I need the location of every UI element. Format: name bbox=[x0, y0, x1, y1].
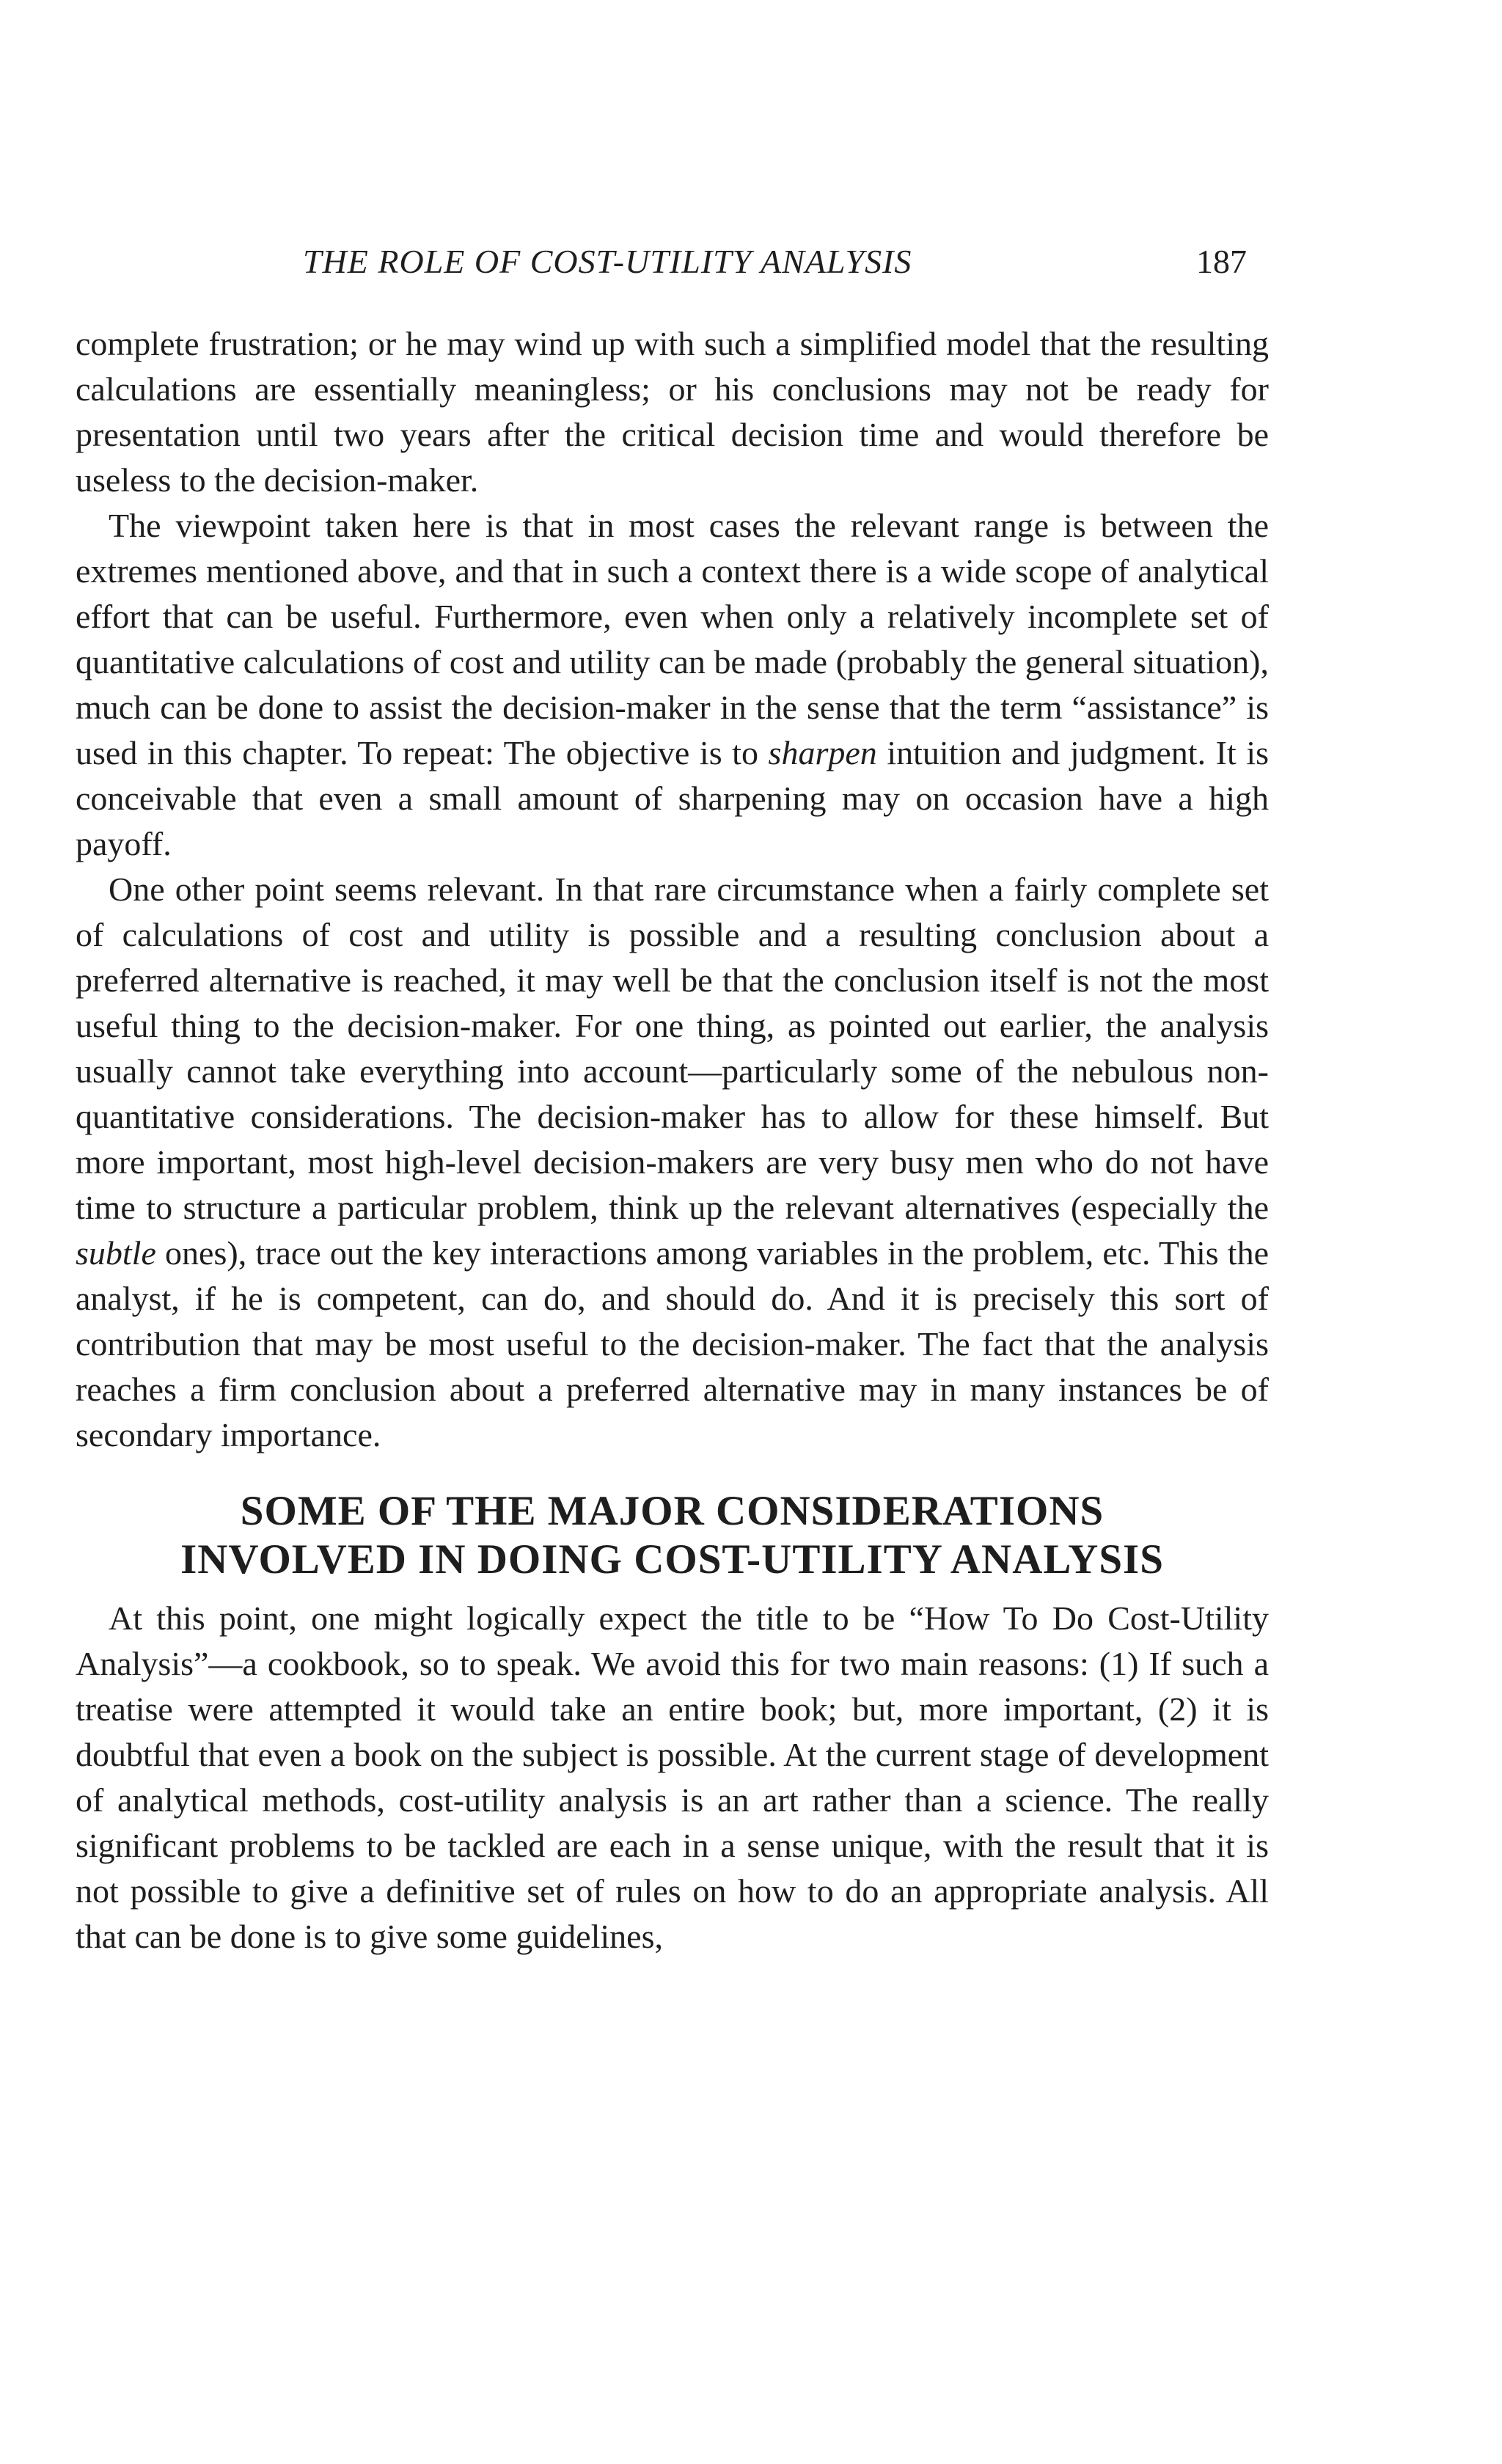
paragraph-1: complete frustration; or he may wind up with such a simplified model that the resulting calculations are essentially meaningless; or his conclusions may not be ready for presentation until two years after the critical decision time and would therefore be useless to the decision-maker. bbox=[76, 325, 1269, 499]
paragraph-3-emphasis: subtle bbox=[76, 1234, 156, 1272]
section-heading-line-2: INVOLVED IN DOING COST-UTILITY ANALYSIS bbox=[180, 1536, 1164, 1583]
book-page bbox=[76, 242, 1269, 1959]
running-title: THE ROLE OF COST-UTILITY ANALYSIS bbox=[303, 243, 912, 280]
paragraph-2 bbox=[76, 503, 1269, 867]
section-heading bbox=[76, 1487, 1269, 1584]
paragraph-4: At this point, one might logically expect the title to be “How To Do Cost-Utility Analysis”—a cookbook, so to speak. We avoid this for two main reasons: (1) If such a treatise were attempted it would take an entire book; but, more important, (2) it is doubtful that even a book on the subject is possible. At the current stage of development of analytical methods, cost-utility analysis is an art rather than a science. The really significant problems to be tackled are each in a sense unique, with the result that it is not possible to give a definitive set of rules on how to do an appropriate analysis. All that can be done is to give some guidelines, bbox=[76, 1599, 1269, 1955]
page-number: 187 bbox=[1196, 243, 1247, 280]
paragraph-3 bbox=[76, 867, 1269, 1458]
section-heading-line-1: SOME OF THE MAJOR CONSIDERATIONS bbox=[240, 1488, 1104, 1534]
running-head bbox=[76, 242, 1269, 301]
paragraph-2-emphasis: sharpen bbox=[768, 734, 877, 771]
paragraph-2-text-a: The viewpoint taken here is that in most cases the relevant range is between the extremes mentioned above, and that in such a context there is a wide scope of analytical effort that can be useful. Furthermore, even when only a relatively incomplete set of quantitative calculations of cost and utility can be made (probably the general situation), much can be done to assist the decision-maker in the sense that the term “assistance” is used in this chapter. To repeat: The objective is to bbox=[76, 507, 1269, 771]
paragraph-3-text-b: ones), trace out the key interactions among variables in the problem, etc. This the analyst, if he is competent, can do, and should do. And it is precisely this sort of contribution that may be most useful to the decision-maker. The fact that the analysis reaches a firm conclusion about a preferred alternative may in many instances be of secondary importance. bbox=[76, 1234, 1269, 1453]
paragraph-2-text-b: intuition and judgment. It is conceivable that even a small amount of sharpening may on occasion have a high payoff. bbox=[76, 734, 1270, 862]
paragraph-3-text-a: One other point seems relevant. In that rare circumstance when a fairly complete set of calculations of cost and utility is possible and a resulting conclusion about a preferred alternative is reached, it may well be that the conclusion itself is not the most useful thing to the decision-maker. For one thing, as pointed out earlier, the analysis usually cannot take everything into account—particularly some of the nebulous non-quantitative considerations. The decision-maker has to allow for these himself. But more important, most high-level decision-makers are very busy men who do not have time to structure a particular problem, think up the relevant alternatives (especially the bbox=[76, 870, 1269, 1226]
